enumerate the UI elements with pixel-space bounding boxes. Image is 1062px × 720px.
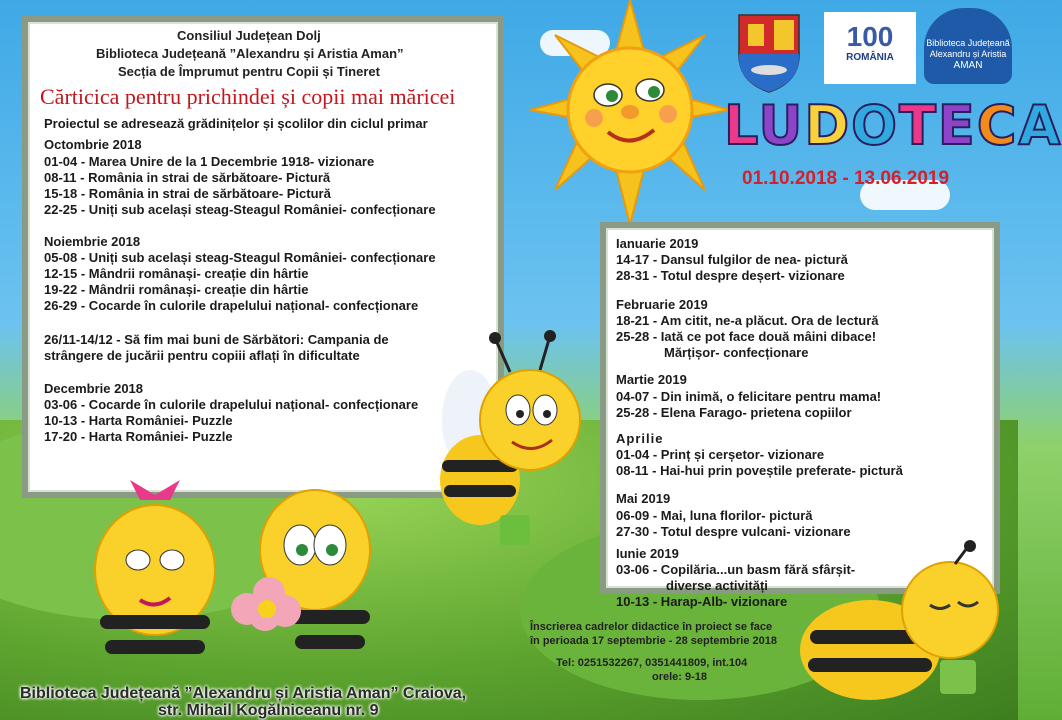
section-name: Secția de Împrumut pentru Copii și Tineret [118, 64, 380, 79]
month-june: Iunie 2019 [616, 546, 679, 561]
project-dates: 01.10.2018 - 13.06.2019 [742, 168, 950, 189]
library-aman-logo [924, 8, 1012, 84]
ludoteca-letter: E [937, 94, 977, 157]
sleeping-bee-illustration [790, 540, 1010, 710]
list-item: 10-13 - Harap-Alb- vizionare [616, 594, 788, 609]
list-item: 03-06 - Copilăria...un basm fără sfârșit- [616, 562, 856, 577]
campaign-line2: strângere de jucării pentru copiii aflați în dificultate [44, 348, 360, 363]
list-item: 27-30 - Totul despre vulcani- vizionare [616, 524, 851, 539]
ludoteca-letter: O [851, 94, 900, 157]
enrollment-line2: în perioada 17 septembrie - 28 septembrie 2018 [530, 635, 778, 647]
list-item: 03-06 - Cocarde în culorile drapelului național- confecționare [44, 397, 419, 412]
library-name: Biblioteca Județeană ”Alexandru și Aristia Aman” [96, 46, 404, 61]
list-item: 25-28 - Elena Farago- prietena copiilor [616, 405, 852, 420]
list-item: 26-29 - Cocarde în culorile drapelului național- confecționare [44, 298, 419, 313]
list-item: 14-17 - Dansul fulgilor de nea- pictură [616, 252, 848, 267]
ludoteca-letter: L [724, 94, 759, 157]
list-item: 18-21 - Am citit, ne-a plăcut. Ora de lectură [616, 313, 879, 328]
council-name: Consiliul Județean Dolj [177, 28, 321, 43]
phone-number: Tel: 0251532267, 0351441809, int.104 [556, 657, 748, 669]
list-item: 22-25 - Uniți sub același steag-Steagul României- confecționare [44, 202, 436, 217]
ludoteca-title [724, 96, 1062, 156]
project-title: Cărticica pentru prichindei și copii mai măricei [40, 84, 456, 109]
list-item: 01-04 - Prinț și cerșetor- vizionare [616, 447, 825, 462]
month-november: Noiembrie 2018 [44, 234, 141, 249]
library-logo-line3: AMAN [953, 60, 983, 71]
list-item: 17-20 - Harta României- Puzzle [44, 429, 233, 444]
romania-centenary-number: 100 [846, 21, 894, 52]
list-item: Mărțișor- confecționare [664, 345, 809, 360]
month-october: Octombrie 2018 [44, 137, 142, 152]
month-february: Februarie 2019 [616, 297, 708, 312]
dolj-coat-of-arms-logo [734, 10, 804, 94]
opening-hours: orele: 9-18 [652, 671, 708, 683]
romania-centenary-logo [824, 12, 916, 84]
project-subtitle: Proiectul se adresează grădinițelor și școlilor din ciclul primar [44, 116, 428, 131]
list-item: 15-18 - România in strai de sărbătoare- Pictură [44, 186, 331, 201]
month-may: Mai 2019 [616, 491, 671, 506]
campaign-line1: 26/11-14/12 - Să fim mai buni de Sărbători: Campania de [44, 332, 389, 347]
month-march: Martie 2019 [616, 372, 687, 387]
list-item: 08-11 - Hai-hui prin poveștile preferate- pictură [616, 463, 903, 478]
library-logo-line2: Alexandru și Aristia [929, 49, 1007, 59]
bee-illustration [420, 330, 600, 550]
ludoteca-letter: C [976, 94, 1019, 157]
enrollment-line1: Înscrierea cadrelor didactice în proiect se face [530, 621, 773, 633]
list-item: 12-15 - Mândrii românași- creație din hârtie [44, 266, 309, 281]
ludoteca-letter: A [1018, 94, 1062, 157]
list-item: diverse activități [666, 578, 768, 593]
ludoteca-letter: T [899, 94, 938, 157]
list-item: 25-28 - Iată ce pot face două mâini dibace! [616, 329, 877, 344]
list-item: 05-08 - Uniți sub același steag-Steagul României- confecționare [44, 250, 436, 265]
ludoteca-letter: U [758, 94, 805, 157]
bee-illustration [60, 440, 400, 680]
month-december: Decembrie 2018 [44, 381, 144, 396]
month-january: Ianuarie 2019 [616, 236, 699, 251]
list-item: 19-22 - Mândrii românași- creație din hârtie [44, 282, 309, 297]
list-item: 28-31 - Totul despre deșert- vizionare [616, 268, 845, 283]
ludoteca-letter: D [804, 94, 852, 157]
month-april: Aprilie [616, 431, 664, 446]
romania-centenary-text: ROMÂNIA [846, 52, 894, 63]
footer-address-line2: str. Mihail Kogălniceanu nr. 9 [158, 702, 379, 719]
list-item: 08-11 - România in strai de sărbătoare- Pictură [44, 170, 331, 185]
list-item: 01-04 - Marea Unire de la 1 Decembrie 1918- vizionare [44, 154, 375, 169]
list-item: 06-09 - Mai, luna florilor- pictură [616, 508, 813, 523]
footer-address-line1: Biblioteca Județeană ”Alexandru și Aristia Aman” Craiova, [20, 685, 467, 702]
sun-illustration [530, 0, 730, 230]
library-logo-line1: Biblioteca Județeană [926, 38, 1010, 48]
list-item: 04-07 - Din inimă, o felicitare pentru mama! [616, 389, 882, 404]
list-item: 10-13 - Harta României- Puzzle [44, 413, 233, 428]
